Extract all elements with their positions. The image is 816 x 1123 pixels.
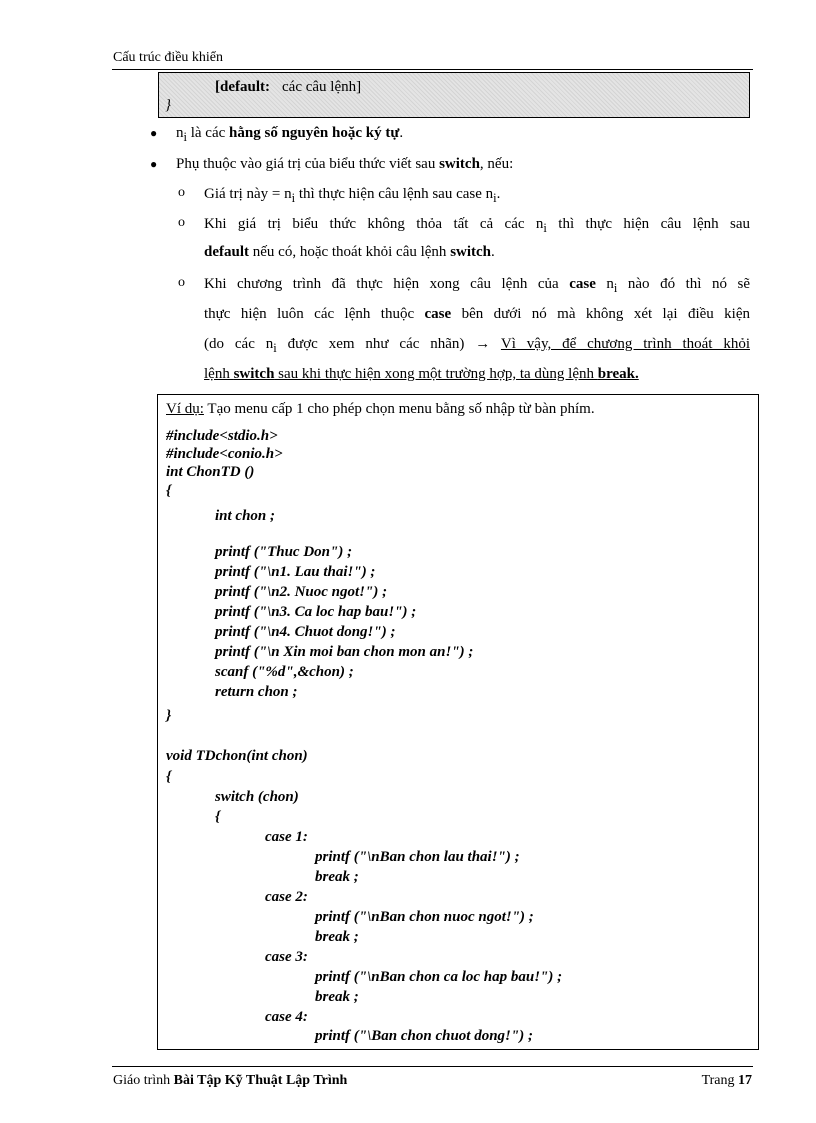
running-header: Cấu trúc điều khiển	[113, 50, 224, 65]
default-clause	[215, 79, 361, 96]
sub-bullet-fallthrough-line2: thực hiện luôn các lệnh thuộc case bên dưới nó mà không xét lại điều kiện	[204, 306, 750, 322]
code-line: break ;	[315, 989, 359, 1005]
code-line: {	[215, 809, 221, 825]
default-keyword: [default:	[215, 79, 270, 95]
bullet-dot-icon: ●	[150, 157, 158, 171]
code-line: case 2:	[265, 889, 308, 905]
sub-bullet-fallthrough-line4: lệnh switch sau khi thực hiện xong một trường hợp, ta dùng lệnh break.	[204, 366, 639, 382]
code-line: printf ("\n4. Chuot dong!") ;	[215, 624, 396, 640]
sub-bullet-default-line2: default nếu có, hoặc thoát khỏi câu lệnh switch.	[204, 244, 495, 260]
sub-bullet-match: Giá trị này = $n_i$ thì thực hiện câu lệnh sau case $n_i$.	[204, 186, 501, 205]
closing-brace: }	[165, 97, 171, 113]
circle-bullet-icon: o	[178, 275, 185, 290]
code-line: switch (chon)	[215, 789, 299, 805]
code-line: printf ("\n2. Nuoc ngot!") ;	[215, 584, 388, 600]
code-line: {	[166, 483, 172, 499]
page-number: Trang 17	[701, 1073, 752, 1088]
header-rule	[112, 69, 753, 70]
sub-bullet-fallthrough-line1: Khi chương trình đã thực hiện xong câu lệnh của case $n_i$ nào đó thì nó sẽ	[204, 276, 750, 295]
code-line: #include<conio.h>	[166, 446, 283, 462]
code-line: }	[166, 708, 172, 724]
code-line: break ;	[315, 869, 359, 885]
code-line: return chon ;	[215, 684, 298, 700]
default-text: các câu lệnh]	[282, 79, 362, 95]
sub-bullet-default-line1: Khi giá trị biểu thức không thỏa tất cả các $n_i$ thì thực hiện câu lệnh sau	[204, 216, 750, 235]
code-line: case 1:	[265, 829, 308, 845]
code-line: printf ("\n Xin moi ban chon mon an!") ;	[215, 644, 474, 660]
code-line: break ;	[315, 929, 359, 945]
code-line: printf ("\Ban chon chuot dong!") ;	[315, 1028, 533, 1044]
footer-rule	[112, 1066, 753, 1067]
arrow-right-icon: →	[475, 336, 491, 352]
syntax-box	[158, 72, 750, 118]
code-line: printf ("\nBan chon lau thai!") ;	[315, 849, 520, 865]
code-line: printf ("\n1. Lau thai!") ;	[215, 564, 376, 580]
circle-bullet-icon: o	[178, 215, 185, 230]
code-line: case 3:	[265, 949, 308, 965]
code-line: printf ("\nBan chon ca loc hap bau!") ;	[315, 969, 563, 985]
example-label: Ví dụ:	[166, 401, 204, 417]
bullet-depends: Phụ thuộc vào giá trị của biểu thức viết sau switch, nếu:	[176, 156, 514, 172]
bullet-constants: $n_i$ là các hằng số nguyên hoặc ký tự.	[176, 125, 404, 144]
code-line: case 4:	[265, 1009, 308, 1025]
code-line: int chon ;	[215, 508, 276, 524]
code-line: void TDchon(int chon)	[166, 748, 308, 764]
code-line: printf ("Thuc Don") ;	[215, 544, 353, 560]
code-line: scanf ("%d",&chon) ;	[215, 664, 354, 680]
sub-bullet-fallthrough-line3: (do các $n_i$ được xem như các nhãn) → Vì vậy, để chương trình thoát khỏi	[204, 336, 750, 355]
code-line: int ChonTD ()	[166, 464, 255, 480]
bullet-dot-icon: ●	[150, 126, 158, 140]
example-caption: Ví dụ: Tạo menu cấp 1 cho phép chọn menu bằng số nhập từ bàn phím.	[166, 401, 595, 417]
footer-book-title: Giáo trình Bài Tập Kỹ Thuật Lập Trình	[113, 1073, 348, 1088]
code-line: printf ("\nBan chon nuoc ngot!") ;	[315, 909, 534, 925]
code-line: {	[166, 769, 172, 785]
code-line: #include<stdio.h>	[166, 428, 278, 444]
code-line: printf ("\n3. Ca loc hap bau!") ;	[215, 604, 417, 620]
circle-bullet-icon: o	[178, 185, 185, 200]
example-code-box	[157, 394, 759, 1050]
